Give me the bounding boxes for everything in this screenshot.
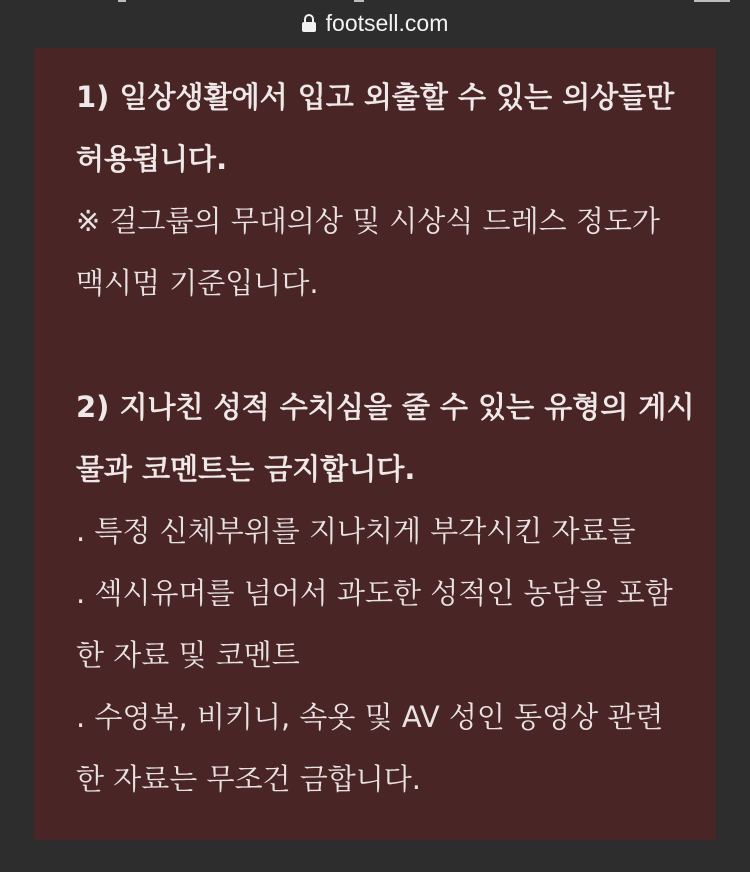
address-field[interactable]: [0, 8, 750, 38]
status-bar-fragment: [354, 0, 364, 2]
status-bar-fragment: [118, 0, 126, 2]
browser-url-bar[interactable]: [0, 0, 750, 48]
rule-1-detail-line-2: 맥시멈 기준입니다.: [76, 266, 319, 300]
rule-2-detail-line-1: . 특정 신체부위를 지나치게 부각시킨 자료들: [76, 514, 636, 548]
rule-2-title-line-1: 2) 지나친 성적 수치심을 줄 수 있는 유형의 게시: [76, 390, 695, 424]
rule-2-title-line-2: 물과 코멘트는 금지합니다.: [76, 452, 416, 486]
status-bar-fragment: [694, 0, 730, 2]
rule-2-detail-line-5: 한 자료는 무조건 금합니다.: [76, 762, 422, 796]
rule-2-detail-line-3: 한 자료 및 코멘트: [76, 638, 300, 672]
url-text: footsell.com: [325, 10, 449, 36]
rules-content: [76, 66, 695, 810]
rule-2-detail-line-4: . 수영복, 비키니, 속옷 및 AV 성인 동영상 관련: [76, 700, 664, 734]
rule-2: [76, 376, 695, 810]
rule-1: [76, 66, 686, 314]
rule-1-detail-line-1: ※ 걸그룹의 무대의상 및 시상식 드레스 정도가: [76, 204, 660, 238]
rule-1-title-line-2: 허용됩니다.: [76, 142, 228, 176]
rule-2-detail-line-2: . 섹시유머를 넘어서 과도한 성적인 농담을 포함: [76, 576, 673, 610]
lock-icon: [302, 14, 316, 32]
spacer: [76, 314, 686, 376]
rules-panel: [34, 48, 716, 840]
rule-1-title-line-1: 1) 일상생활에서 입고 외출할 수 있는 의상들만: [76, 80, 675, 114]
